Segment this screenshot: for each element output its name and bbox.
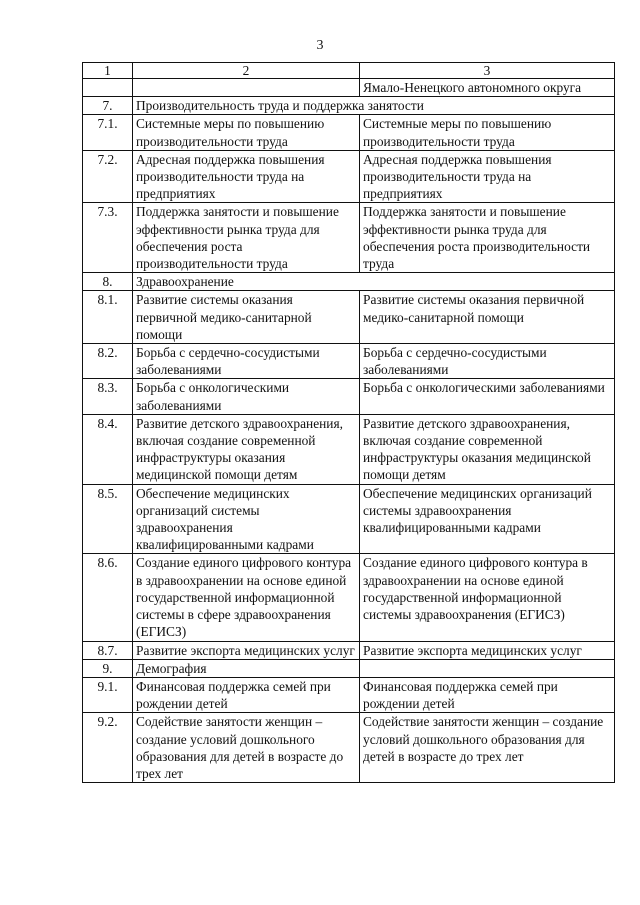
project-name-cell: Поддержка занятости и повышение эффективности рынка труда для обеспечения роста производительности труда xyxy=(133,203,360,273)
project-name-cell xyxy=(133,79,360,97)
table-row xyxy=(83,79,615,97)
regional-project-cell: Адресная поддержка повышения производительности труда на предприятиях xyxy=(360,150,615,203)
row-number: 7.2. xyxy=(83,150,133,203)
table-row xyxy=(83,273,615,291)
project-name-cell: Развитие детского здравоохранения, включая создание современной инфраструктуры оказания медицинской помощи детям xyxy=(133,414,360,484)
regional-project-cell: Финансовая поддержка семей при рождении детей xyxy=(360,677,615,712)
section-title: Производительность труда и поддержка занятости xyxy=(133,97,615,115)
regional-project-cell: Создание единого цифрового контура в здравоохранении на основе единой государственной информационной системы здравоохранения (ЕГИСЗ) xyxy=(360,554,615,641)
project-name-cell: Системные меры по повышению производительности труда xyxy=(133,115,360,150)
regional-project-cell: Поддержка занятости и повышение эффективности рынка труда для обеспечения роста производительности труда xyxy=(360,203,615,273)
regional-project-cell: Развитие системы оказания первичной медико-санитарной помощи xyxy=(360,291,615,344)
regional-project-cell: Ямало-Ненецкого автономного округа xyxy=(360,79,615,97)
header-cell-2: 2 xyxy=(133,63,360,79)
page-number: 3 xyxy=(316,38,324,53)
row-number: 8.7. xyxy=(83,641,133,659)
table-header-row xyxy=(83,63,615,79)
table-row xyxy=(83,291,615,344)
project-name-cell: Развитие экспорта медицинских услуг xyxy=(133,641,360,659)
regional-project-cell: Обеспечение медицинских организаций системы здравоохранения квалифицированными кадрами xyxy=(360,484,615,554)
regional-project-cell xyxy=(360,659,615,677)
table-row xyxy=(83,484,615,554)
table-row xyxy=(83,677,615,712)
row-number: 8.2. xyxy=(83,344,133,379)
table-row xyxy=(83,379,615,414)
regional-project-cell: Развитие экспорта медицинских услуг xyxy=(360,641,615,659)
table-row xyxy=(83,97,615,115)
row-number: 8.4. xyxy=(83,414,133,484)
row-number: 8.6. xyxy=(83,554,133,641)
document-table xyxy=(82,62,615,783)
section-title: Здравоохранение xyxy=(133,273,615,291)
table-row xyxy=(83,659,615,677)
row-number: 7. xyxy=(83,97,133,115)
project-name-cell: Борьба с сердечно-сосудистыми заболеваниями xyxy=(133,344,360,379)
table-row xyxy=(83,713,615,783)
row-number: 8.5. xyxy=(83,484,133,554)
regional-project-cell: Развитие детского здравоохранения, включая создание современной инфраструктуры оказания медицинской помощи детям xyxy=(360,414,615,484)
project-name-cell: Содействие занятости женщин – создание условий дошкольного образования для детей в возрасте до трех лет xyxy=(133,713,360,783)
row-number: 9.2. xyxy=(83,713,133,783)
project-name-cell: Борьба с онкологическими заболеваниями xyxy=(133,379,360,414)
header-cell-3: 3 xyxy=(360,63,615,79)
table-row xyxy=(83,150,615,203)
row-number: 9. xyxy=(83,659,133,677)
project-name-cell: Развитие системы оказания первичной медико-санитарной помощи xyxy=(133,291,360,344)
project-name-cell: Финансовая поддержка семей при рождении детей xyxy=(133,677,360,712)
row-number: 8.3. xyxy=(83,379,133,414)
regional-project-cell: Содействие занятости женщин – создание условий дошкольного образования для детей в возрасте до трех лет xyxy=(360,713,615,783)
table-row xyxy=(83,641,615,659)
project-name-cell: Адресная поддержка повышения производительности труда на предприятиях xyxy=(133,150,360,203)
regional-project-cell: Системные меры по повышению производительности труда xyxy=(360,115,615,150)
table-body xyxy=(83,79,615,783)
table-row xyxy=(83,554,615,641)
regional-project-cell: Борьба с онкологическими заболеваниями xyxy=(360,379,615,414)
header-cell-1: 1 xyxy=(83,63,133,79)
table-row xyxy=(83,344,615,379)
table-row xyxy=(83,203,615,273)
project-name-cell: Обеспечение медицинских организаций системы здравоохранения квалифицированными кадрами xyxy=(133,484,360,554)
row-number: 7.3. xyxy=(83,203,133,273)
table-row xyxy=(83,414,615,484)
row-number: 9.1. xyxy=(83,677,133,712)
project-name-cell: Демография xyxy=(133,659,360,677)
table-row xyxy=(83,115,615,150)
regional-project-cell: Борьба с сердечно-сосудистыми заболеваниями xyxy=(360,344,615,379)
row-number: 8.1. xyxy=(83,291,133,344)
row-number: 7.1. xyxy=(83,115,133,150)
project-name-cell: Создание единого цифрового контура в здравоохранении на основе единой государственной информационной системы в сфере здравоохранения (ЕГИСЗ) xyxy=(133,554,360,641)
row-number: 8. xyxy=(83,273,133,291)
row-number xyxy=(83,79,133,97)
